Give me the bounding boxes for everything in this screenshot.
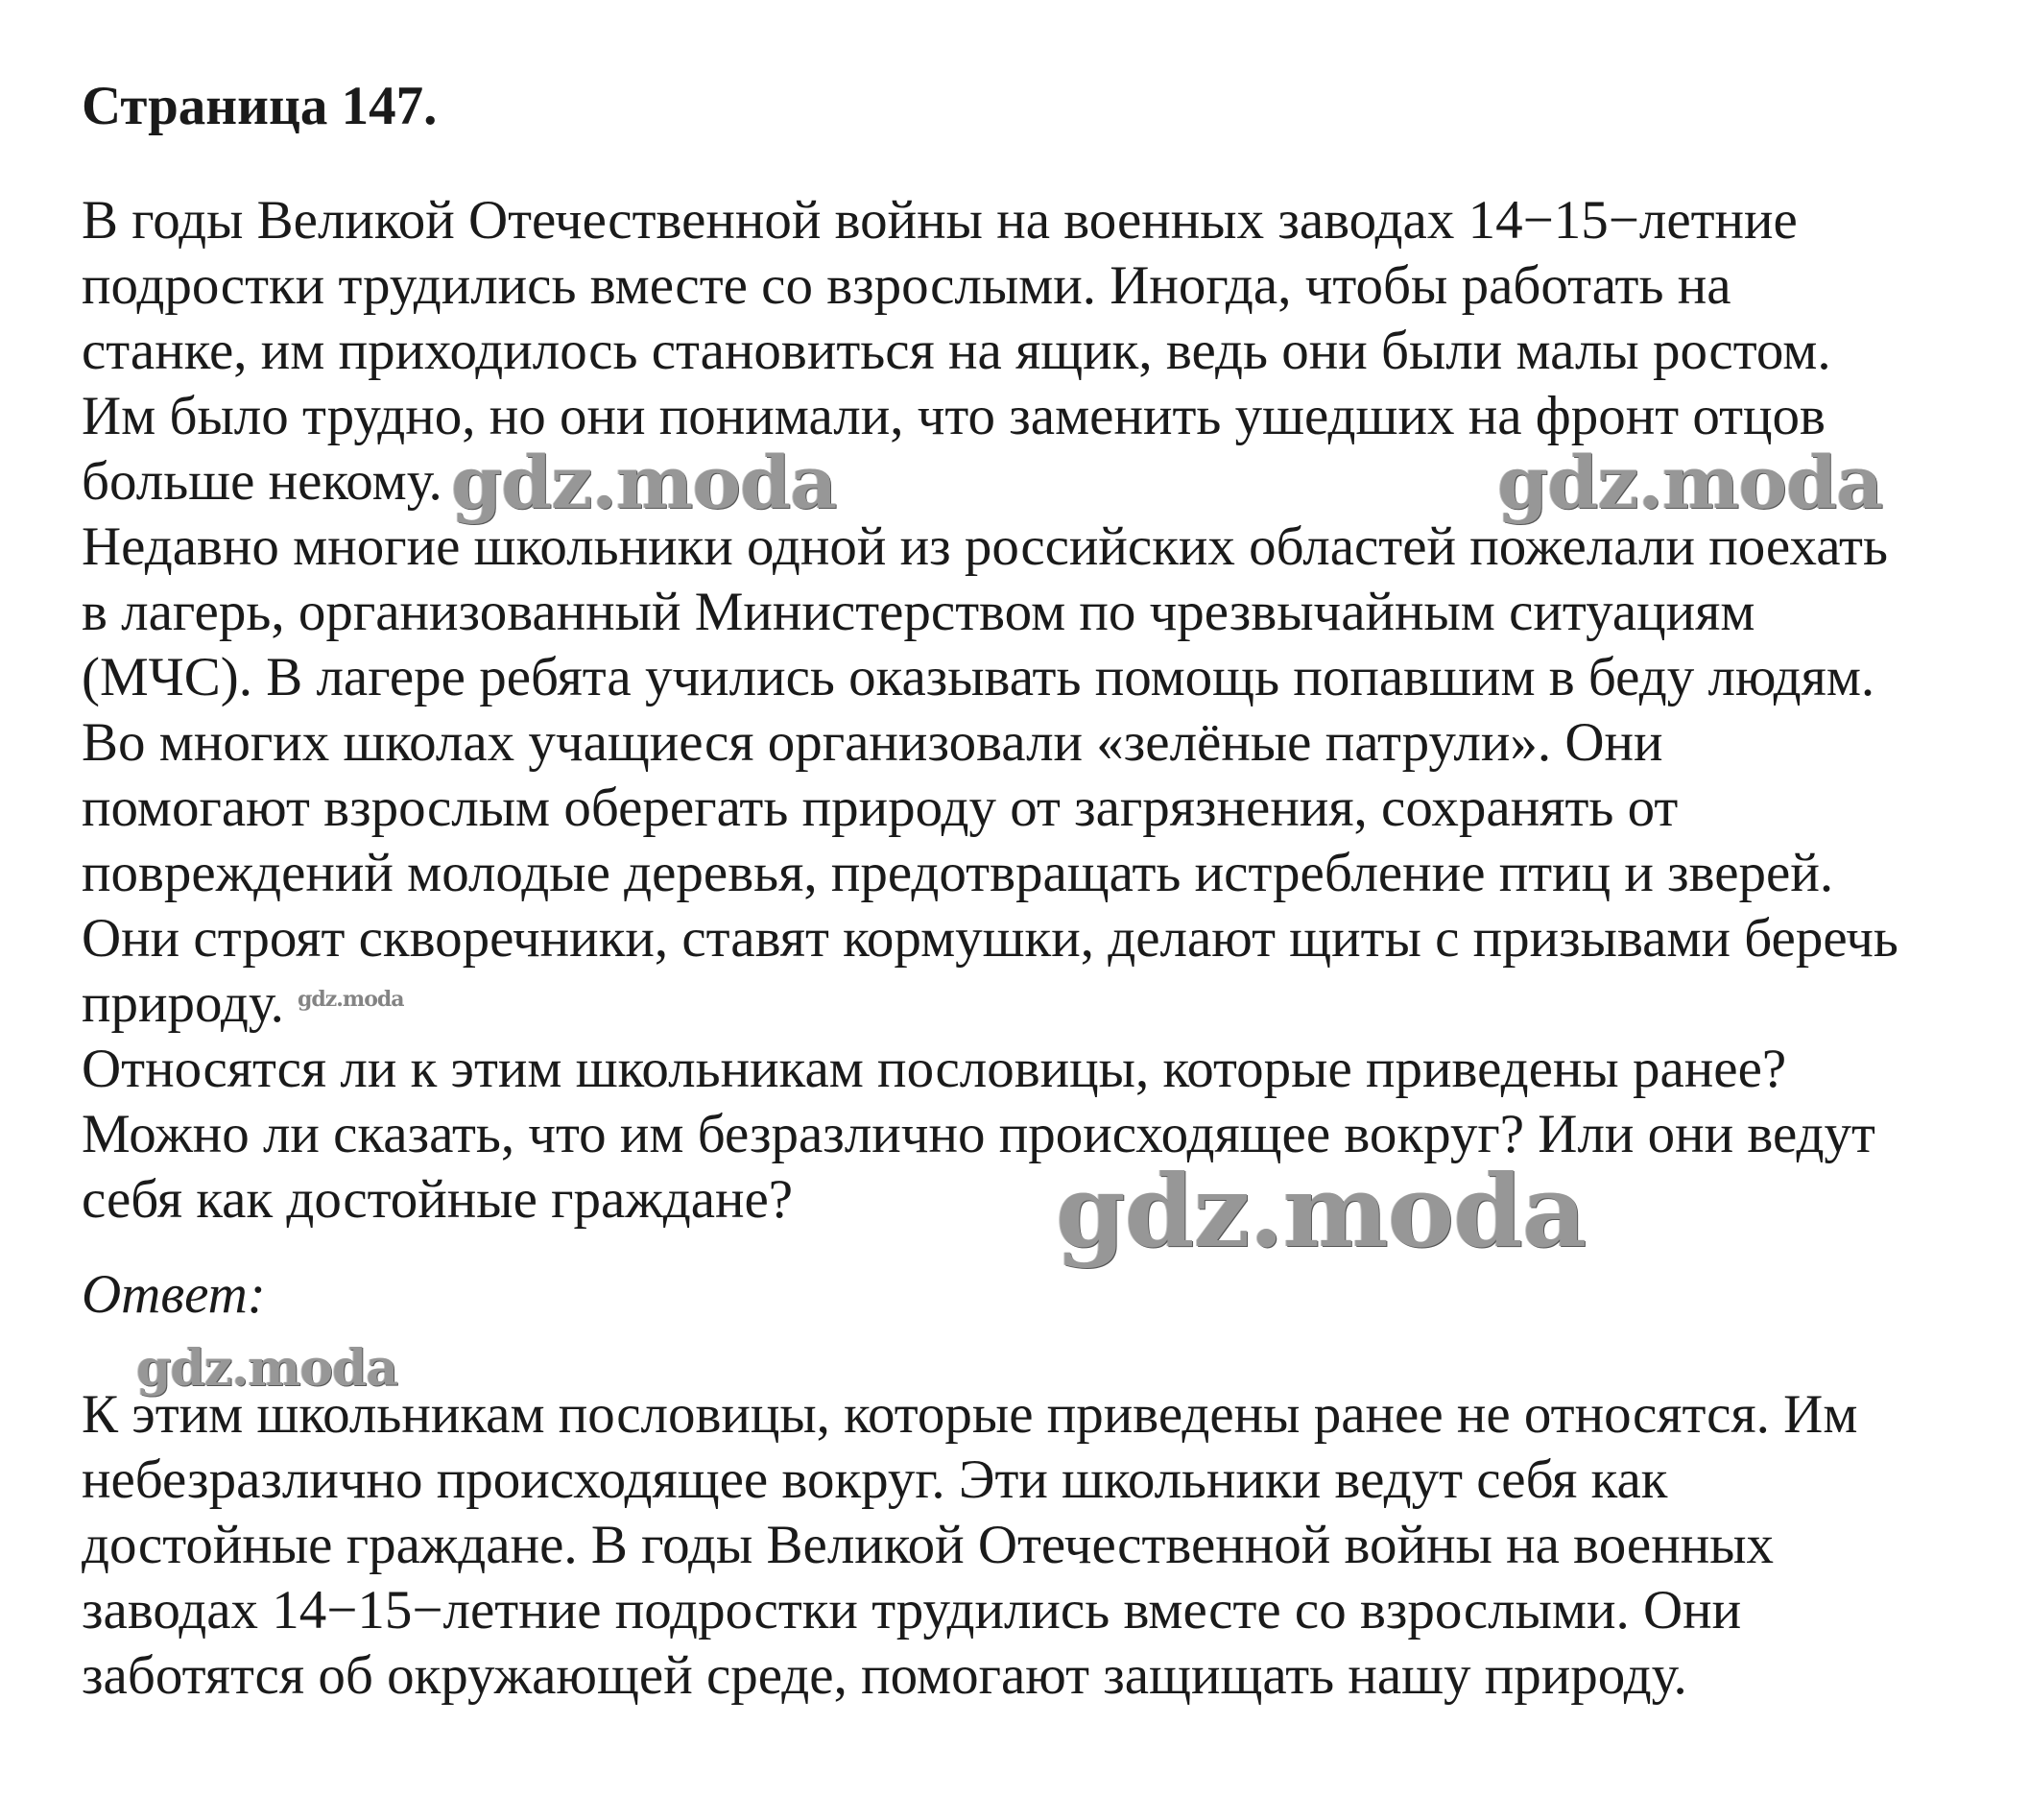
question-line: помогают взрослым оберегать природу от загрязнения, сохранять от (82, 778, 1679, 838)
question-line: Относятся ли к этим школьникам пословицы, которые приведены ранее? (82, 1039, 1787, 1099)
watermark: gdz.moda (298, 987, 404, 1012)
question-line: Во многих школах учащиеся организовали «зелёные патрули». Они (82, 712, 1663, 773)
question-line: повреждений молодые деревья, предотвращать истребление птиц и зверей. (82, 843, 1834, 903)
watermark: gdz.moda (1497, 440, 1883, 525)
question-line: себя как достойные граждане? (82, 1169, 794, 1230)
page-heading: Страница 147. (82, 76, 438, 136)
answer-line: достойные граждане. В годы Великой Отечественной войны на военных (82, 1515, 1774, 1575)
question-line: (МЧС). В лагере ребята учились оказывать помощь попавшим в беду людям. (82, 647, 1875, 707)
question-line: Можно ли сказать, что им безразлично происходящее вокруг? Или они ведут (82, 1104, 1875, 1164)
question-line: станке, им приходилось становиться на ящик, ведь они были малы ростом. (82, 321, 1831, 381)
answer-line: К этим школьникам пословицы, которые приведены ранее не относятся. Им (82, 1384, 1858, 1445)
question-line: Недавно многие школьники одной из российских областей пожелали поехать (82, 516, 1888, 577)
question-line: больше некому. (82, 451, 442, 512)
watermark: gdz.moda (451, 440, 837, 525)
answer-line: небезразлично происходящее вокруг. Эти школьники ведут себя как (82, 1449, 1668, 1510)
watermark: gdz.moda (136, 1339, 398, 1398)
answer-line: заводах 14−15−летние подростки трудились вместе со взрослыми. Они (82, 1580, 1742, 1640)
question-line: Им было трудно, но они понимали, что заменить ушедших на фронт отцов (82, 386, 1826, 446)
answer-label: Ответ: (82, 1264, 266, 1325)
question-line: в лагерь, организованный Министерством по чрезвычайным ситуациям (82, 582, 1755, 642)
question-line: природу. (82, 973, 284, 1034)
question-line: Они строят скворечники, ставят кормушки, делают щиты с призывами беречь (82, 908, 1898, 969)
question-line: подростки трудились вместе со взрослыми. Иногда, чтобы работать на (82, 255, 1731, 316)
question-line: В годы Великой Отечественной войны на военных заводах 14−15−летние (82, 190, 1798, 251)
watermark: gdz.moda (1056, 1152, 1587, 1270)
answer-line: заботятся об окружающей среде, помогают защищать нашу природу. (82, 1645, 1687, 1706)
